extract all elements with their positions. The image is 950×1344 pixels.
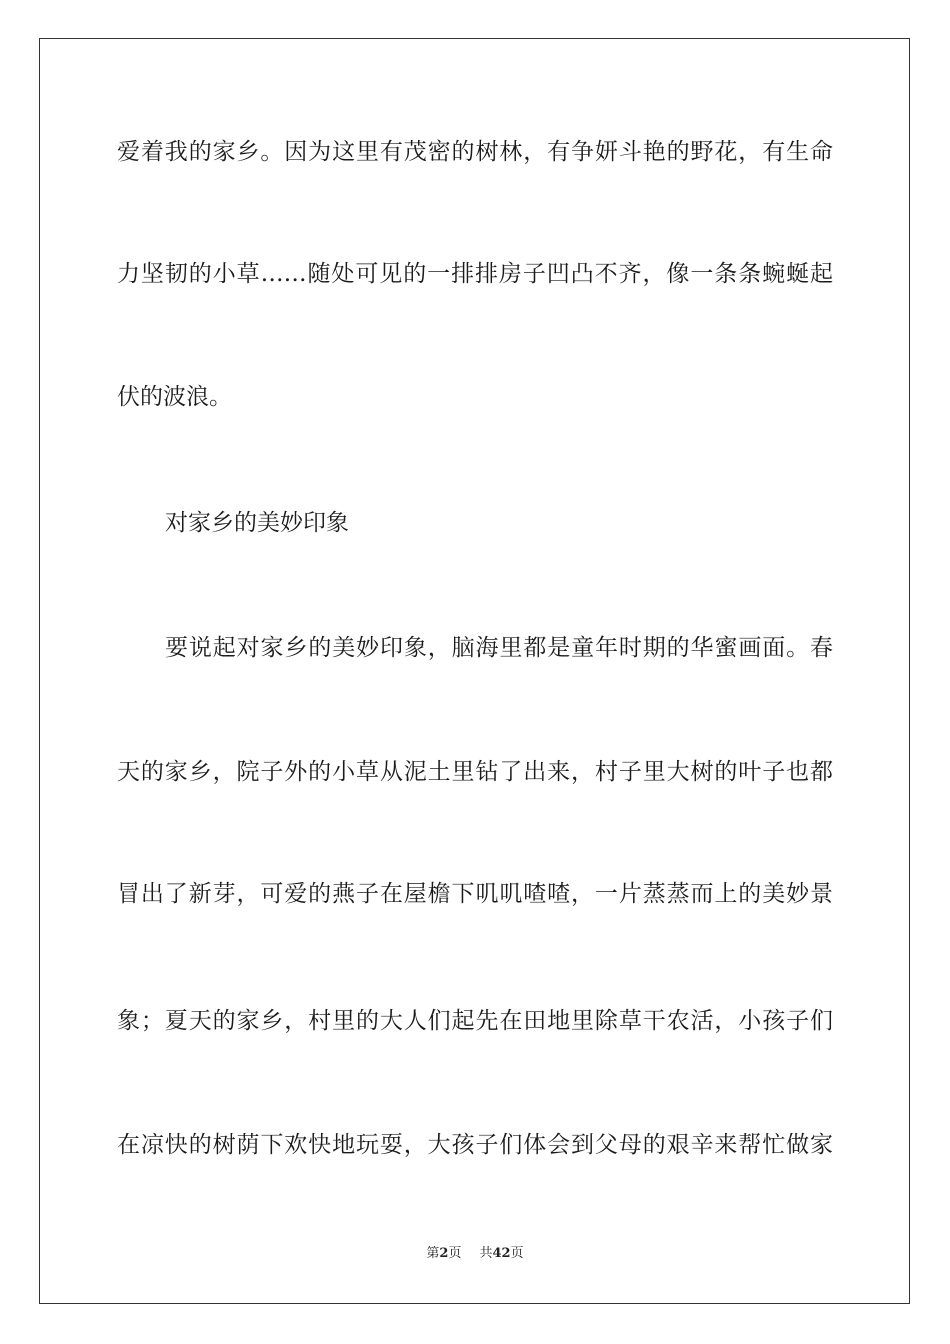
section-heading: 对家乡的美妙印象 (165, 510, 349, 536)
text-line: 伏的波浪。 (117, 384, 232, 410)
page-border (39, 38, 910, 1304)
page-footer (0, 1245, 950, 1263)
text-line: 力坚韧的小草……随处可见的一排排房子凹凸不齐，像一条条蜿蜒起 (117, 261, 833, 287)
text-line: 爱着我的家乡。因为这里有茂密的树林，有争妍斗艳的野花，有生命 (117, 139, 833, 165)
total-page-count: 42 (492, 1246, 511, 1261)
footer-total-suffix: 页 (510, 1246, 524, 1261)
text-line: 象；夏天的家乡，村里的大人们起先在田地里除草干农活，小孩子们 (117, 1008, 833, 1034)
footer-prefix: 第 (426, 1246, 440, 1261)
text-line: 在凉快的树荫下欢快地玩耍，大孩子们体会到父母的艰辛来帮忙做家 (117, 1132, 833, 1158)
footer-total-prefix: 共 (479, 1246, 493, 1261)
current-page-number: 2 (439, 1246, 449, 1261)
text-line: 要说起对家乡的美妙印象，脑海里都是童年时期的华蜜画面。春 (165, 635, 833, 661)
text-line: 冒出了新芽，可爱的燕子在屋檐下叽叽喳喳，一片蒸蒸而上的美妙景 (117, 881, 833, 907)
footer-page-suffix: 页 (448, 1246, 462, 1261)
text-line: 天的家乡，院子外的小草从泥土里钻了出来，村子里大树的叶子也都 (117, 759, 833, 785)
